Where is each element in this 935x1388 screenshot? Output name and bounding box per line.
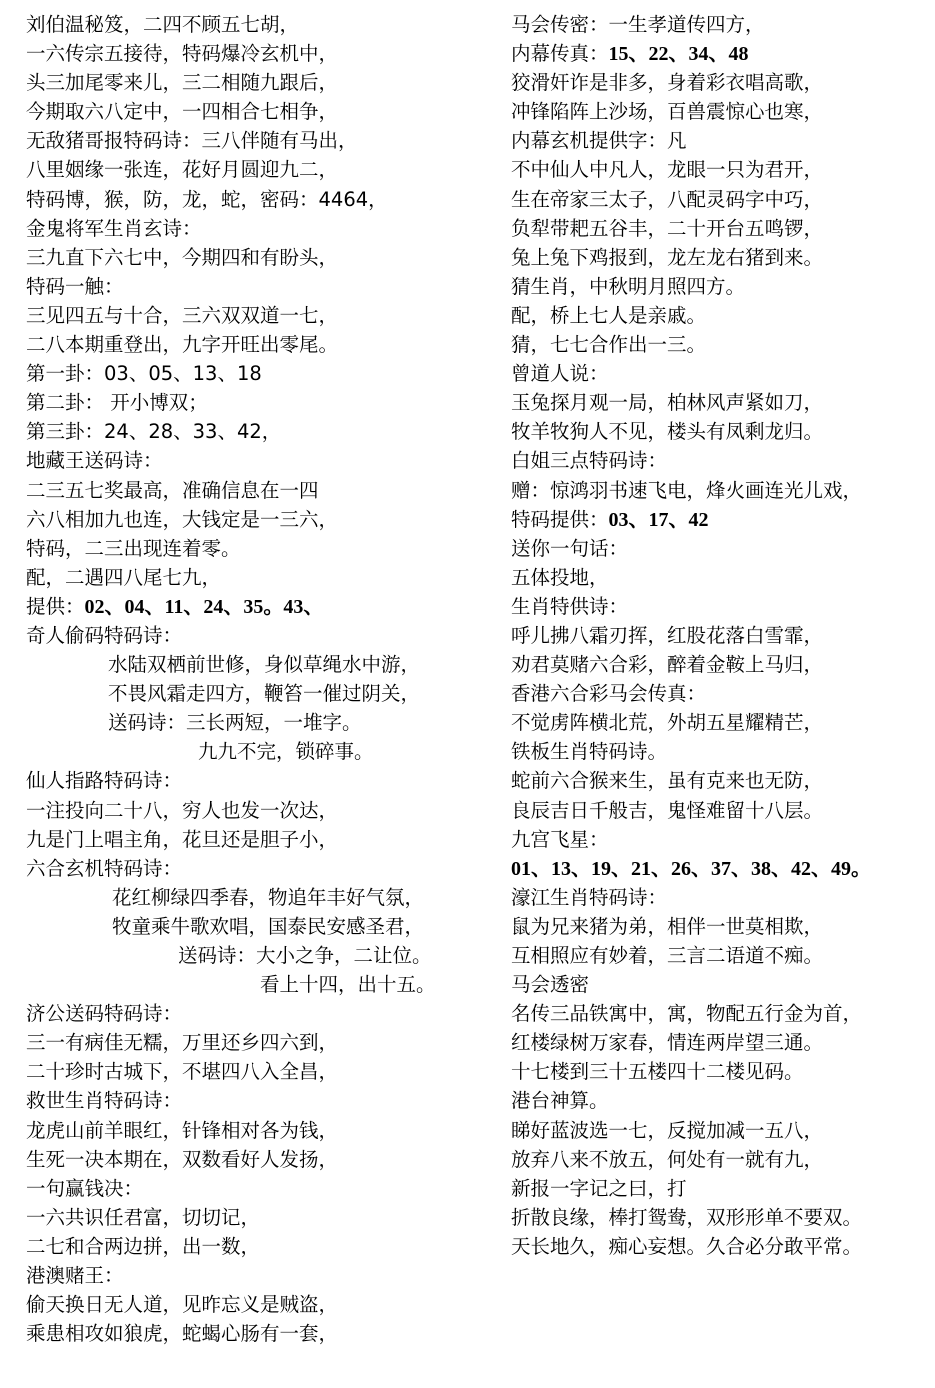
text-line: 第二卦： 开小博双； (26, 391, 208, 415)
text-line: 二十珍时古城下，不堪四八入全昌， (26, 1060, 339, 1084)
text-line: 互相照应有妙着，三言二语道不痴。 (511, 944, 824, 967)
text-line: 特码一触： (26, 274, 124, 298)
text-line: 一句赢钱决： (26, 1176, 144, 1200)
left-column (26, 10, 496, 1348)
text-line: 赠：惊鸿羽书速飞电，烽火画连光儿戏， (511, 478, 863, 502)
text-line: 二八本期重登出，九字开旺出零尾。 (26, 333, 339, 357)
text-line: 鼠为兄来猪为弟，相伴一世莫相欺， (511, 914, 824, 938)
text-line: 救世生肖特码诗： (26, 1089, 183, 1113)
text-line: 偷天换日无人道，见昨忘义是贼盗， (26, 1293, 339, 1317)
text-line: 红楼绿树万家春，情连两岸望三通。 (511, 1031, 824, 1055)
text-line: 一六共识任君富，切切记， (26, 1205, 261, 1229)
text-line: 马会透密 (511, 973, 590, 997)
text-line: 猜生肖，中秋明月照四方。 (511, 274, 746, 298)
text-line: 香港六合彩马会传真： (511, 682, 707, 706)
text-line: 玉兔探月观一局，柏林风声紧如刀， (511, 391, 824, 415)
text-line: 二三五七奖最高，准确信息在一四 (26, 478, 319, 502)
text-line: 九宫飞星： (511, 827, 609, 851)
text-line: 六八相加九也连，大钱定是一三六， (26, 507, 339, 531)
text-line: 配，桥上七人是亲戚。 (511, 303, 707, 327)
text-line (511, 505, 931, 534)
text-line: 名传三品铁寓中，寓，物配五行金为首， (511, 1002, 863, 1026)
text-line: 新报一字记之曰，打 (511, 1176, 687, 1200)
text-line: 五体投地， (511, 565, 609, 589)
right-column (511, 10, 931, 1261)
text-line: 冲锋陷阵上沙场，百兽震惊心也寒， (511, 100, 824, 124)
text-line: 狡滑奸诈是非多，身着彩衣唱高歌， (511, 71, 824, 95)
text-line: 生在帝家三太子，八配灵码字中巧， (511, 187, 824, 211)
text-line: 牧羊牧狗人不见，楼头有凤剩龙归。 (511, 420, 824, 444)
text-line: 九是门上唱主角，花旦还是胆子小， (26, 827, 339, 851)
number-list: 15、22、34、48 (608, 43, 749, 66)
number-list: 03、17、42 (608, 508, 709, 531)
text-line: 奇人偷码特码诗： (26, 623, 183, 647)
text-line: 地藏王送码诗： (26, 449, 163, 473)
text-line: 送码诗：三长两短，一堆字。 (108, 711, 362, 735)
text-line: 特码，二三出现连着零。 (26, 536, 241, 560)
text-line: 港台神算。 (511, 1089, 609, 1113)
text-line: 第三卦：24、28、33、42， (26, 420, 282, 444)
text-line: 不觉虏阵横北荒，外胡五星耀精芒， (511, 711, 824, 735)
text-line: 乘患相攻如狼虎，蛇蝎心肠有一套， (26, 1322, 339, 1346)
text-line: 牧童乘牛歌欢唱，国泰民安感圣君， (112, 914, 425, 938)
text-line: 济公送码特码诗： (26, 1002, 183, 1026)
text-line: 三九直下六七中，今期四和有盼头， (26, 245, 339, 269)
text-line: 看上十四，出十五。 (260, 973, 436, 997)
text-line: 负犁带耙五谷丰，二十开台五鸣锣， (511, 216, 824, 240)
line-label: 提供： (26, 594, 85, 618)
text-line: 马会传密：一生孝道传四方， (511, 13, 765, 36)
text-line: 无敌猪哥报特码诗：三八伴随有马出， (26, 129, 358, 153)
text-line: 三见四五与十合，三六双双道一七， (26, 303, 339, 327)
text-line: 特码博，猴，防，龙，蛇，密码：4464， (26, 187, 388, 211)
text-line: 二七和合两边拼，出一数， (26, 1234, 261, 1258)
text-line: 生死一决本期在，双数看好人发扬， (26, 1147, 339, 1171)
text-line: 放弃八来不放五，何处有一就有九， (511, 1147, 824, 1171)
text-line: 兔上兔下鸡报到，龙左龙右猪到来。 (511, 245, 824, 269)
text-line: 配，二遇四八尾七九， (26, 565, 222, 589)
text-line: 一注投向二十八，穷人也发一次达， (26, 798, 339, 822)
text-line: 刘伯温秘笈，二四不顾五七胡， (26, 13, 300, 36)
text-line: 不中仙人中凡人，龙眼一只为君开， (511, 158, 824, 182)
text-line: 不畏风霜走四方，鞭笞一催过阴关， (108, 682, 421, 706)
text-line: 十七楼到三十五楼四十二楼见码。 (511, 1060, 804, 1084)
text-line: 睇好蓝波选一七，反搅加减一五八， (511, 1118, 824, 1142)
line-label: 特码提供： (511, 507, 609, 531)
text-line: 九九不完，锁碎事。 (198, 740, 374, 764)
text-line: 良辰吉日千般吉，鬼怪难留十八层。 (511, 798, 824, 822)
text-line: 头三加尾零来儿，三二相随九跟后， (26, 71, 339, 95)
text-line: 金鬼将军生肖玄诗： (26, 216, 202, 240)
text-line: 劝君莫赌六合彩，醉着金鞍上马归， (511, 653, 824, 677)
text-line: 六合玄机特码诗： (26, 856, 183, 880)
text-line (26, 592, 496, 621)
text-line: 三一有病佳无糯，万里还乡四六到， (26, 1031, 339, 1055)
text-line: 蛇前六合猴来生，虽有克来也无防， (511, 769, 824, 793)
text-line (511, 854, 931, 883)
text-line: 折散良缘，棒打鸳鸯，双形形单不要双。 (511, 1205, 863, 1229)
text-line: 八里姻缘一张连，花好月圆迎九二， (26, 158, 339, 182)
text-line: 水陆双栖前世修，身似草绳水中游， (108, 653, 421, 677)
text-line (511, 39, 931, 68)
text-line: 龙虎山前羊眼红，针锋相对各为钱， (26, 1118, 339, 1142)
text-line: 曾道人说： (511, 362, 609, 386)
number-list: 01、13、19、21、26、37、38、42、49。 (511, 857, 871, 880)
text-line: 铁板生肖特码诗。 (511, 740, 668, 764)
text-line: 一六传宗五接待，特码爆冷玄机中， (26, 42, 339, 66)
text-line: 今期取六八定中，一四相合七相争， (26, 100, 339, 124)
number-list: 02、04、11、24、35。43、 (84, 595, 324, 618)
text-line: 呼儿拂八霜刃挥，红股花落白雪霏， (511, 623, 824, 647)
text-line: 第一卦：03、05、13、18 (26, 362, 262, 386)
text-line: 白姐三点特码诗： (511, 449, 668, 473)
text-line: 送码诗：大小之争，二让位。 (178, 944, 432, 967)
text-line: 猜，七七合作出一三。 (511, 333, 707, 357)
text-line: 内幕玄机提供字：凡 (511, 129, 687, 153)
text-line: 港澳赌王： (26, 1264, 124, 1288)
text-line: 花红柳绿四季春，物追年丰好气氛， (112, 885, 425, 909)
text-line: 生肖特供诗： (511, 594, 629, 618)
text-line: 天长地久，痴心妄想。久合必分敢平常。 (511, 1234, 863, 1258)
text-line: 濠江生肖特码诗： (511, 885, 668, 909)
line-label: 内幕传真： (511, 42, 609, 66)
text-line: 仙人指路特码诗： (26, 769, 183, 793)
text-line: 送你一句话： (511, 536, 629, 560)
